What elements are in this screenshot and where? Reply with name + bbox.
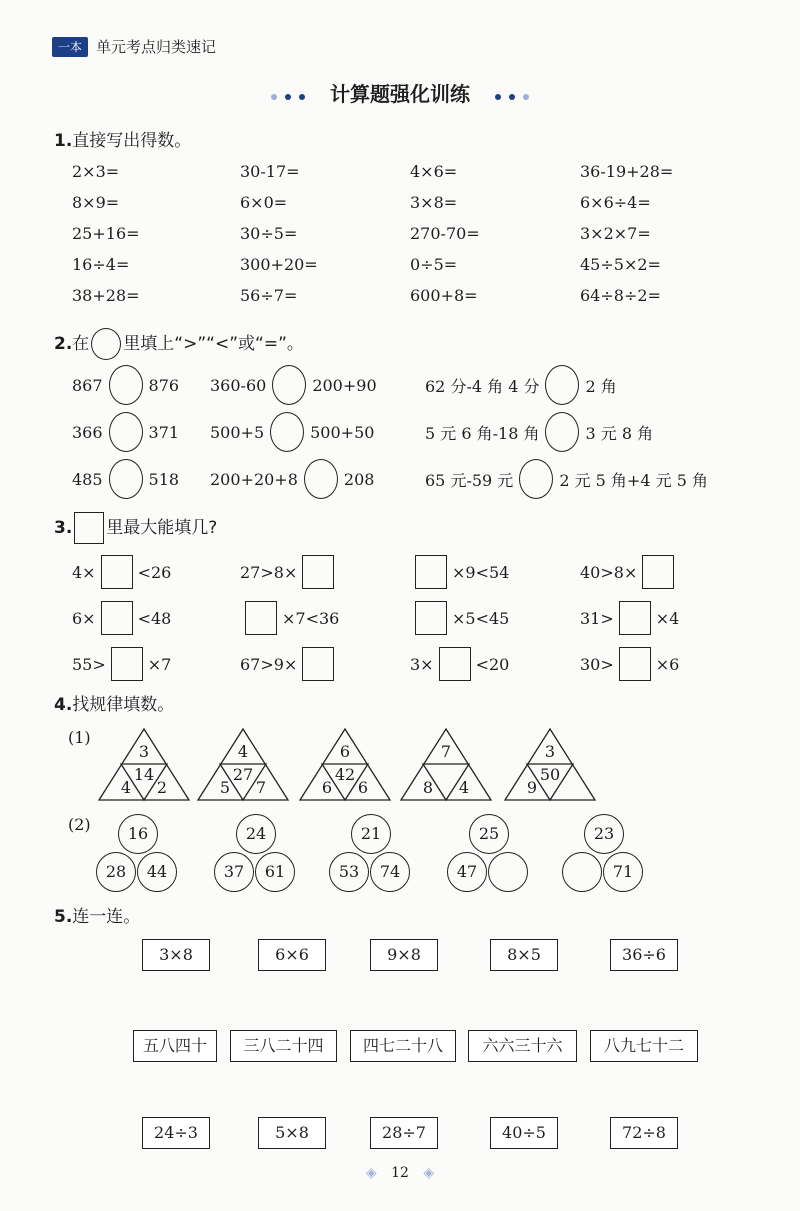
q1-title xyxy=(54,130,191,152)
q1-expression: 16÷4= xyxy=(72,255,130,274)
q2-answer-oval[interactable] xyxy=(272,365,306,405)
match-expression-box[interactable]: 8×5 xyxy=(490,939,558,971)
q3-inequality xyxy=(240,552,339,592)
q2-left-expr: 62 分-4 角 4 分 xyxy=(425,376,540,396)
q1-expression: 0÷5= xyxy=(410,255,458,274)
q3-inequality xyxy=(580,598,679,638)
circle-top: 16 xyxy=(118,814,158,854)
brand-badge: 一本 xyxy=(52,37,88,57)
q2-compare-item xyxy=(210,459,374,499)
footer-left-dot-icon: ◈ xyxy=(365,1165,377,1181)
match-rhyme-box[interactable]: 八九七十二 xyxy=(590,1030,698,1062)
right-dots-icon xyxy=(491,84,533,108)
q3-right-text: ×6 xyxy=(655,654,680,674)
q3-answer-box[interactable] xyxy=(619,647,651,681)
q2-answer-oval[interactable] xyxy=(270,412,304,452)
q3-right-text: <20 xyxy=(475,654,510,674)
q2-right-expr: 2 元 5 角+4 元 5 角 xyxy=(559,470,708,490)
q2-left-expr: 200+20+8 xyxy=(210,469,298,489)
q1-expression: 36-19+28= xyxy=(580,162,674,181)
q1-expression: 6×6÷4= xyxy=(580,193,651,212)
q1-expression: 25+16= xyxy=(72,224,140,243)
q3-left-text: 67>9× xyxy=(240,654,298,674)
q2-answer-oval[interactable] xyxy=(304,459,338,499)
page-number: 12 xyxy=(391,1165,409,1181)
page-title xyxy=(0,78,800,108)
q1-expression: 3×8= xyxy=(410,193,458,212)
triangle-left-number: 5 xyxy=(219,778,231,797)
triangle-right-number: 2 xyxy=(156,778,168,797)
match-expression-box[interactable]: 9×8 xyxy=(370,939,438,971)
title-text: 计算题强化训练 xyxy=(330,82,470,106)
match-division-box[interactable]: 5×8 xyxy=(258,1117,326,1149)
q1-expression: 300+20= xyxy=(240,255,318,274)
q4-num: 4. xyxy=(54,695,73,715)
match-rhyme-box[interactable]: 四七二十八 xyxy=(350,1030,456,1062)
circle-right: 74 xyxy=(370,852,410,892)
match-rhyme-box[interactable]: 五八四十 xyxy=(133,1030,217,1062)
q3-left-text: 30> xyxy=(580,654,614,674)
q1-expression: 3×2×7= xyxy=(580,224,651,243)
q1-expression: 45÷5×2= xyxy=(580,255,661,274)
match-rhyme-box[interactable]: 六六三十六 xyxy=(468,1030,577,1062)
q3-inequality xyxy=(240,644,339,684)
q2-num: 2. xyxy=(54,334,73,354)
q5-title xyxy=(54,906,140,928)
q2-right-expr: 371 xyxy=(148,422,180,442)
q2-text-pre: 在 xyxy=(72,334,90,354)
q3-answer-box[interactable] xyxy=(415,555,447,589)
match-division-box[interactable]: 72÷8 xyxy=(610,1117,678,1149)
q3-answer-box[interactable] xyxy=(111,647,143,681)
circle-top: 23 xyxy=(584,814,624,854)
q1-expression: 6×0= xyxy=(240,193,288,212)
match-expression-box[interactable]: 3×8 xyxy=(142,939,210,971)
q2-answer-oval[interactable] xyxy=(109,365,143,405)
q2-compare-item xyxy=(72,365,179,405)
q2-answer-oval[interactable] xyxy=(519,459,553,499)
q4-part1-label: (1) xyxy=(68,728,91,747)
q5-text: 连一连。 xyxy=(72,907,141,927)
circle-top: 24 xyxy=(236,814,276,854)
q3-answer-box[interactable] xyxy=(245,601,277,635)
q2-left-expr: 5 元 6 角-18 角 xyxy=(425,423,540,443)
page-footer xyxy=(0,1165,800,1181)
triangle-top-number: 4 xyxy=(237,742,249,761)
q2-compare-item xyxy=(72,412,179,452)
q3-answer-box[interactable] xyxy=(642,555,674,589)
q3-inequality xyxy=(410,644,509,684)
q4-text: 找规律填数。 xyxy=(72,695,175,715)
triangle-right-number: 4 xyxy=(458,778,470,797)
q2-right-expr: 518 xyxy=(148,469,180,489)
q3-inequality xyxy=(72,598,171,638)
q2-left-expr: 360-60 xyxy=(210,375,267,395)
q2-text-post: 里填上“>”“<”或“=”。 xyxy=(123,334,304,354)
q3-inequality xyxy=(580,552,679,592)
q2-title xyxy=(54,328,304,360)
q2-compare-item xyxy=(425,459,708,499)
q2-title-oval-icon xyxy=(91,328,121,360)
q3-inequality xyxy=(580,644,679,684)
q2-answer-oval[interactable] xyxy=(109,459,143,499)
q3-inequality xyxy=(72,552,171,592)
match-expression-box[interactable]: 6×6 xyxy=(258,939,326,971)
q1-expression: 4×6= xyxy=(410,162,458,181)
q3-right-text: ×5<45 xyxy=(452,608,510,628)
q1-expression: 30÷5= xyxy=(240,224,298,243)
circle-left: 47 xyxy=(447,852,487,892)
triangle-right-number: 7 xyxy=(255,778,267,797)
q1-expression: 8×9= xyxy=(72,193,120,212)
brand-title: 单元考点归类速记 xyxy=(96,38,217,56)
q1-num: 1. xyxy=(54,131,73,151)
q5-num: 5. xyxy=(54,907,73,927)
q3-right-text: ×7 xyxy=(147,654,172,674)
circle-top: 25 xyxy=(469,814,509,854)
q1-expression: 64÷8÷2= xyxy=(580,286,661,305)
q2-compare-item xyxy=(210,365,377,405)
q3-answer-box[interactable] xyxy=(619,601,651,635)
q1-expression: 600+8= xyxy=(410,286,478,305)
q1-expression: 270-70= xyxy=(410,224,480,243)
triangle-top-number: 6 xyxy=(339,742,351,761)
circle-right: 71 xyxy=(603,852,643,892)
triangle-top-number: 7 xyxy=(440,742,452,761)
q1-expression: 2×3= xyxy=(72,162,120,181)
q2-answer-oval[interactable] xyxy=(545,412,579,452)
match-division-box[interactable]: 28÷7 xyxy=(370,1117,438,1149)
q3-left-text: 27>8× xyxy=(240,562,298,582)
match-division-box[interactable]: 40÷5 xyxy=(490,1117,558,1149)
q3-text-post: 里最大能填几? xyxy=(106,518,218,538)
q2-compare-item xyxy=(425,365,617,405)
q3-answer-box[interactable] xyxy=(415,601,447,635)
q3-right-text: ×4 xyxy=(655,608,680,628)
q2-right-expr: 2 角 xyxy=(585,376,617,396)
circle-top: 21 xyxy=(351,814,391,854)
triangle-top-number: 3 xyxy=(138,742,150,761)
q3-left-text: 3× xyxy=(410,654,434,674)
q3-title-square-icon xyxy=(74,512,104,544)
circle-left: 28 xyxy=(96,852,136,892)
triangle-right-number: 6 xyxy=(357,778,369,797)
q4-title xyxy=(54,694,174,716)
circle-left xyxy=(562,852,602,892)
q1-expression: 56÷7= xyxy=(240,286,298,305)
q4-part2-label: (2) xyxy=(68,815,91,834)
q2-compare-item xyxy=(425,412,653,452)
q3-left-text: 55> xyxy=(72,654,106,674)
q3-right-text: <48 xyxy=(137,608,172,628)
left-dots-icon xyxy=(267,84,309,108)
q3-right-text: <26 xyxy=(137,562,172,582)
q2-right-expr: 3 元 8 角 xyxy=(585,423,654,443)
q1-expression: 30-17= xyxy=(240,162,300,181)
q2-answer-oval[interactable] xyxy=(545,365,579,405)
q3-left-text: 6× xyxy=(72,608,96,628)
q1-expression: 38+28= xyxy=(72,286,140,305)
circle-right: 44 xyxy=(137,852,177,892)
match-expression-box[interactable]: 36÷6 xyxy=(610,939,678,971)
q3-inequality xyxy=(240,598,339,638)
match-division-box[interactable]: 24÷3 xyxy=(142,1117,210,1149)
circle-right xyxy=(488,852,528,892)
q3-inequality xyxy=(410,552,509,592)
q2-left-expr: 366 xyxy=(72,422,103,442)
triangle-center-number: 42 xyxy=(334,765,356,784)
q3-num: 3. xyxy=(54,518,73,538)
q2-answer-oval[interactable] xyxy=(109,412,143,452)
circle-right: 61 xyxy=(255,852,295,892)
triangle-left-number: 9 xyxy=(526,778,538,797)
triangle-left-number: 8 xyxy=(422,778,434,797)
q3-answer-box[interactable] xyxy=(439,647,471,681)
q2-right-expr: 500+50 xyxy=(310,422,375,442)
triangle-center-number: 27 xyxy=(232,765,254,784)
q3-left-text: 31> xyxy=(580,608,614,628)
circle-left: 53 xyxy=(329,852,369,892)
q3-title xyxy=(54,512,217,544)
triangle-center-number: 50 xyxy=(539,765,561,784)
q2-left-expr: 500+5 xyxy=(210,422,265,442)
footer-right-dot-icon: ◈ xyxy=(423,1165,435,1181)
q2-left-expr: 65 元-59 元 xyxy=(425,470,514,490)
q2-left-expr: 867 xyxy=(72,375,103,395)
q3-left-text: 40>8× xyxy=(580,562,638,582)
q3-answer-box[interactable] xyxy=(101,601,133,635)
match-rhyme-box[interactable]: 三八二十四 xyxy=(230,1030,337,1062)
q2-right-expr: 208 xyxy=(343,469,375,489)
circle-left: 37 xyxy=(214,852,254,892)
q3-answer-box[interactable] xyxy=(101,555,133,589)
triangle-top-number: 3 xyxy=(544,742,556,761)
q2-compare-item xyxy=(210,412,374,452)
q3-answer-box[interactable] xyxy=(302,555,334,589)
triangle-center-number: 14 xyxy=(133,765,155,784)
q1-text: 直接写出得数。 xyxy=(72,131,192,151)
q3-right-text: ×7<36 xyxy=(282,608,340,628)
q3-right-text: ×9<54 xyxy=(452,562,510,582)
q3-inequality xyxy=(410,598,509,638)
q2-left-expr: 485 xyxy=(72,469,103,489)
q2-compare-item xyxy=(72,459,179,499)
q2-right-expr: 200+90 xyxy=(312,375,377,395)
q2-right-expr: 876 xyxy=(148,375,180,395)
q3-inequality xyxy=(72,644,171,684)
triangle-left-number: 6 xyxy=(321,778,333,797)
triangle-left-number: 4 xyxy=(120,778,132,797)
q3-left-text: 4× xyxy=(72,562,96,582)
q3-answer-box[interactable] xyxy=(302,647,334,681)
